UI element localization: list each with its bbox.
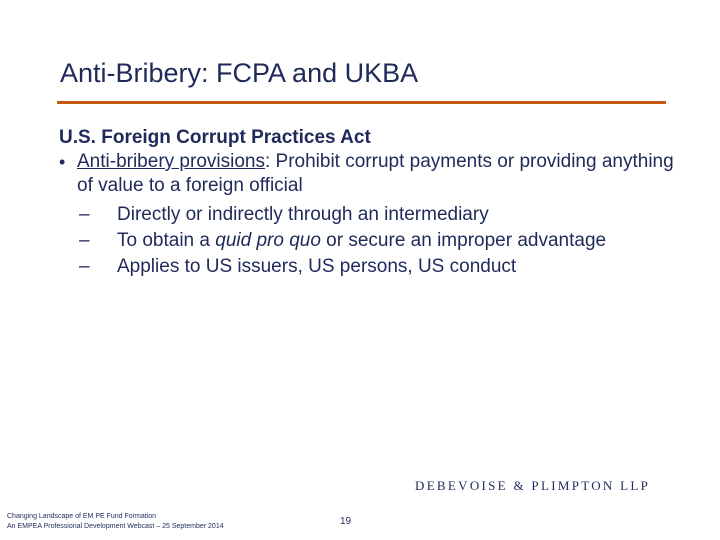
sub-bullet-marker: – xyxy=(79,204,90,225)
bullet-rest-text: : Prohibit corrupt payments or providing anything of value to a foreign official xyxy=(77,151,674,196)
footer-caption xyxy=(7,512,224,532)
sub-bullet-marker: – xyxy=(79,256,90,277)
sub-bullet-marker: – xyxy=(79,230,90,251)
sub-bullet-list xyxy=(59,202,679,280)
section-heading: U.S. Foreign Corrupt Practices Act xyxy=(59,127,371,148)
page-number: 19 xyxy=(340,516,352,527)
sub-bullet-italic-text: quid pro quo xyxy=(215,230,321,251)
footer-line-2: An EMPEA Professional Development Webcast – 25 September 2014 xyxy=(7,523,224,530)
bullet-marker: • xyxy=(59,152,66,172)
sub-bullet-item xyxy=(59,254,679,280)
sub-bullet-text-after: or secure an improper advantage xyxy=(320,230,607,251)
title-divider xyxy=(57,101,666,104)
sub-bullet-text: To obtain a xyxy=(117,230,216,251)
sub-bullet-text: Applies to US issuers, US persons, US conduct xyxy=(117,256,517,277)
bullet-item xyxy=(59,150,679,198)
slide-content xyxy=(59,126,679,280)
firm-logo: DEBEVOISE & PLIMPTON LLP xyxy=(415,478,651,493)
sub-bullet-text: Directly or indirectly through an intermediary xyxy=(117,204,489,225)
footer-line-1: Changing Landscape of EM PE Fund Formation xyxy=(7,513,157,520)
sub-bullet-item xyxy=(59,202,679,228)
sub-bullet-item xyxy=(59,228,679,254)
bullet-lead-text: Anti-bribery provisions xyxy=(77,151,265,172)
slide-title: Anti-Bribery: FCPA and UKBA xyxy=(60,58,419,88)
